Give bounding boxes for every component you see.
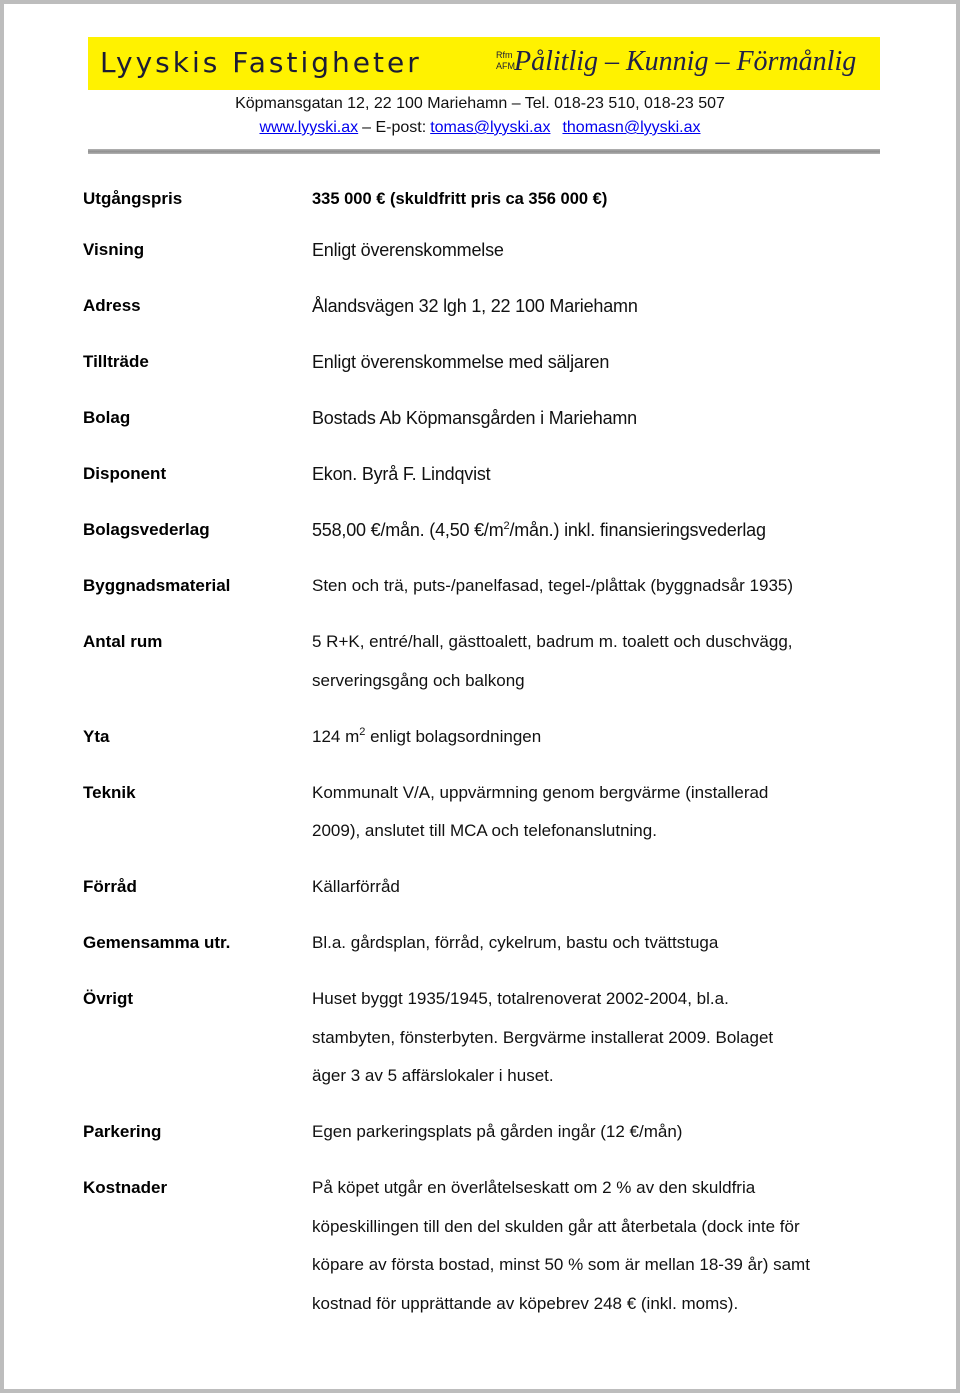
email-link-thomasn[interactable]: thomasn@lyyski.ax	[562, 119, 701, 136]
detail-value	[312, 980, 773, 1096]
detail-label: Visning	[83, 240, 145, 259]
value-text: 124 m	[312, 726, 360, 746]
detail-row	[83, 343, 943, 382]
detail-label: Bolagsvederlag	[83, 520, 210, 539]
detail-row	[83, 180, 943, 219]
detail-row	[83, 231, 943, 270]
value-line: Enligt överenskommelse med säljaren	[312, 352, 610, 372]
detail-label: Parkering	[83, 1122, 162, 1141]
value-line	[312, 718, 541, 757]
value-line: 2009), anslutet till MCA och telefonanslutning.	[312, 821, 657, 840]
header-divider	[88, 149, 880, 154]
detail-row	[83, 567, 943, 606]
detail-row	[83, 455, 943, 494]
email-label: – E-post:	[362, 119, 427, 136]
value-line: Kommunalt V/A, uppvärmning genom bergvärme (installerad	[312, 782, 769, 802]
contact-links	[0, 118, 960, 138]
detail-label: Teknik	[83, 782, 136, 802]
value-line: 335 000 € (skuldfritt pris ca 356 000 €)	[312, 190, 608, 208]
email-link-tomas[interactable]: tomas@lyyski.ax	[430, 119, 551, 136]
superscript: 2	[503, 520, 510, 532]
detail-label: Gemensamma utr.	[83, 933, 231, 952]
detail-label: Övrigt	[83, 989, 134, 1008]
header-banner	[88, 37, 880, 90]
value-line: Bostads Ab Köpmansgården i Mariehamn	[312, 408, 637, 428]
value-line: Ekon. Byrå F. Lindqvist	[312, 464, 491, 484]
value-line: serveringsgång och balkong	[312, 670, 525, 690]
value-line: Huset byggt 1935/1945, totalrenoverat 2002-2004, bl.a.	[312, 989, 729, 1008]
value-text: enligt bolagsordningen	[365, 726, 542, 746]
detail-row	[83, 774, 943, 851]
detail-value	[312, 623, 793, 700]
detail-label: Byggnadsmaterial	[83, 576, 231, 595]
detail-label: Förråd	[83, 877, 137, 896]
value-line: 5 R+K, entré/hall, gästtoalett, badrum m. toalett och duschvägg,	[312, 632, 793, 651]
property-details	[83, 180, 943, 1341]
website-link[interactable]: www.lyyski.ax	[259, 119, 359, 136]
value-text: 558,00 €/mån. (4,50 €/m	[312, 520, 504, 540]
value-line: Bl.a. gårdsplan, förråd, cykelrum, bastu och tvättstuga	[312, 933, 719, 952]
value-line: köpeskillingen till den del skulden går att återbetala (dock inte för	[312, 1216, 800, 1236]
detail-row	[83, 718, 943, 757]
superscript: 2	[359, 725, 366, 738]
value-line: köpare av första bostad, minst 50 % som är mellan 18-39 år) samt	[312, 1255, 810, 1274]
value-line: Ålandsvägen 32 lgh 1, 22 100 Mariehamn	[312, 296, 638, 316]
membership-badge	[496, 50, 515, 72]
detail-label: Bolag	[83, 408, 131, 427]
company-logo: Lyyskis Fastigheter	[100, 46, 422, 79]
detail-label: Yta	[83, 726, 110, 746]
detail-value	[312, 718, 541, 757]
value-line: stambyten, fönsterbyten. Bergvärme installerat 2009. Bolaget	[312, 1027, 774, 1047]
detail-row	[83, 1169, 943, 1323]
value-line: kostnad för upprättande av köpebrev 248 € (inkl. moms).	[312, 1293, 739, 1313]
badge-rfm: Rfm	[496, 50, 513, 60]
detail-value	[312, 774, 768, 851]
detail-label: Disponent	[83, 464, 167, 483]
value-line: äger 3 av 5 affärslokaler i huset.	[312, 1066, 554, 1085]
detail-label: Tillträde	[83, 352, 149, 371]
detail-value	[312, 231, 504, 270]
detail-row	[83, 924, 943, 963]
value-line: Sten och trä, puts-/panelfasad, tegel-/plåttak (byggnadsår 1935)	[312, 576, 794, 595]
detail-row	[83, 287, 943, 326]
detail-value	[312, 287, 638, 326]
detail-row	[83, 623, 943, 700]
company-tagline: Pålitlig – Kunnig – Förmånlig	[514, 46, 857, 77]
detail-label: Kostnader	[83, 1178, 168, 1197]
value-line: Egen parkeringsplats på gården ingår (12 €/mån)	[312, 1122, 683, 1141]
value-text: /mån.) inkl. finansieringsvederlag	[509, 520, 766, 540]
detail-value	[312, 1113, 682, 1152]
badge-afm: AFM	[496, 61, 515, 71]
detail-value	[312, 455, 491, 494]
detail-row	[83, 868, 943, 907]
detail-label: Utgångspris	[83, 189, 183, 208]
detail-value	[312, 924, 718, 963]
detail-value	[312, 343, 609, 382]
detail-value	[312, 180, 607, 219]
detail-value	[312, 868, 400, 907]
value-line: På köpet utgår en överlåtelseskatt om 2 % av den skuldfria	[312, 1178, 756, 1197]
detail-value	[312, 511, 766, 550]
detail-row	[83, 399, 943, 438]
contact-address: Köpmansgatan 12, 22 100 Mariehamn – Tel. 018-23 510, 018-23 507	[235, 95, 725, 112]
detail-value	[312, 567, 793, 606]
detail-row	[83, 980, 943, 1096]
value-line: Källarförråd	[312, 877, 400, 896]
detail-value	[312, 399, 637, 438]
detail-value	[312, 1169, 810, 1323]
detail-label: Antal rum	[83, 632, 163, 651]
detail-row	[83, 1113, 943, 1152]
value-line	[312, 511, 766, 550]
detail-label: Adress	[83, 296, 141, 315]
detail-row	[83, 511, 943, 550]
value-line: Enligt överenskommelse	[312, 240, 504, 260]
